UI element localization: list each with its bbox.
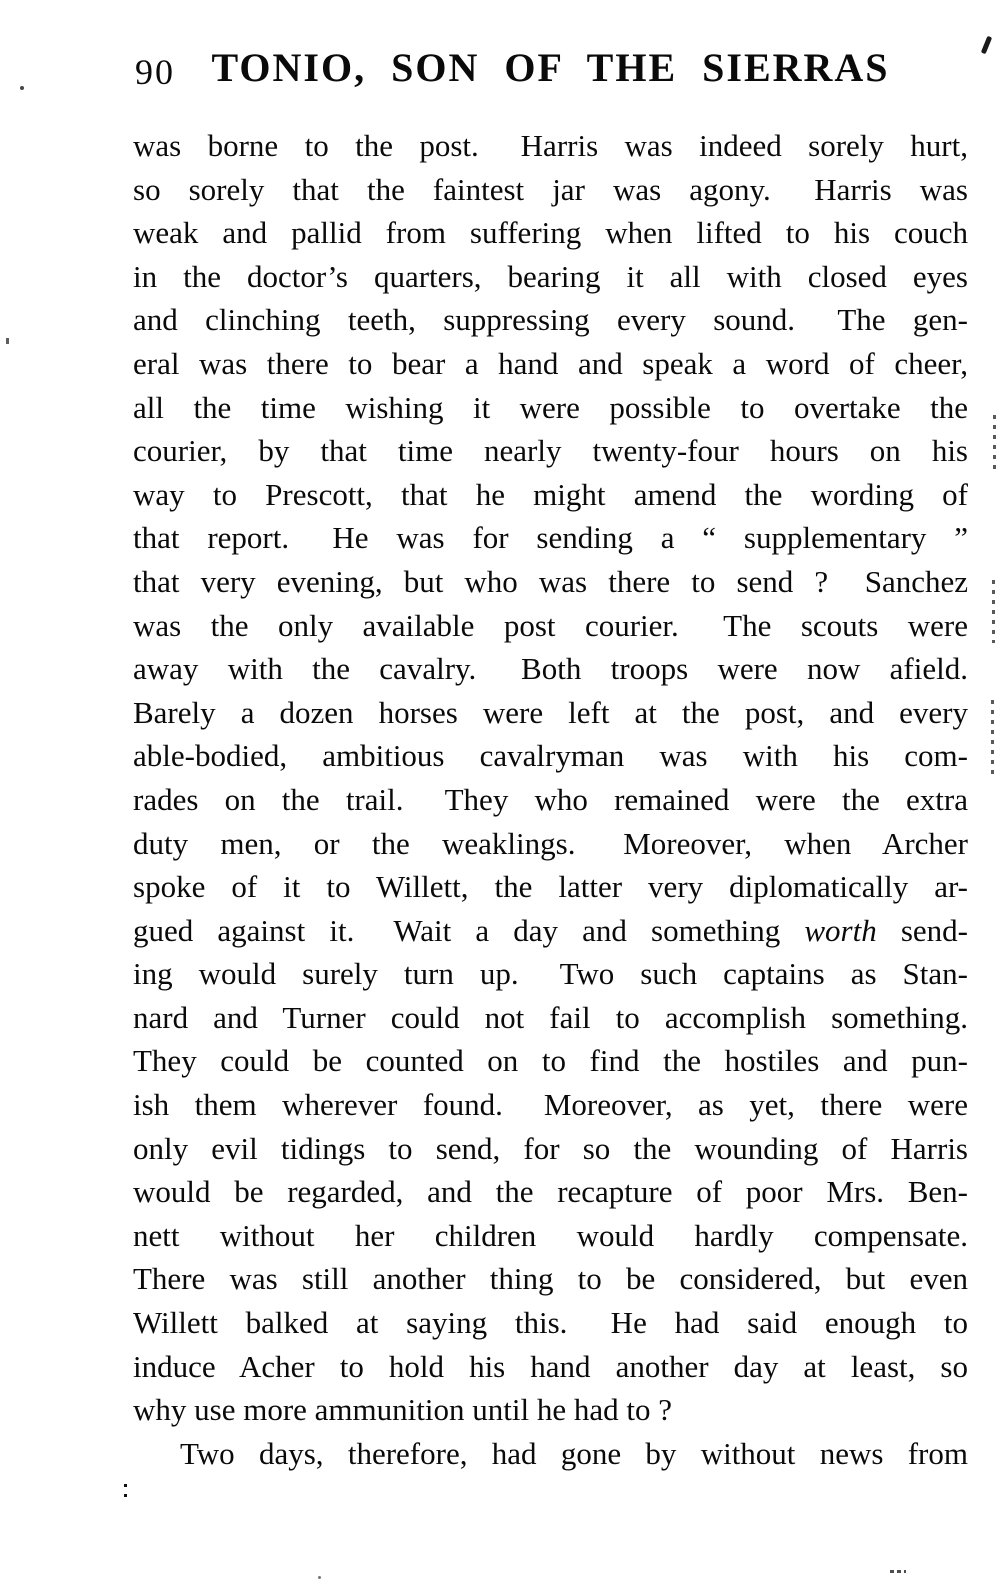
text-line: They could be counted on to find the hostiles and pun- [133, 1043, 968, 1079]
text-line-paragraph-end: why use more ammunition until he had to ? [133, 1392, 672, 1428]
scan-artifact-dot [20, 86, 24, 90]
text-line: in the doctor’s quarters, bearing it all with closed eyes [133, 258, 968, 294]
scan-artifact-edge-marks [991, 700, 994, 777]
page-number: 90 [135, 52, 175, 92]
text-segment: send- [876, 912, 968, 948]
text-line: all the time wishing it were possible to overtake the [133, 389, 968, 425]
text-line: so sorely that the faintest jar was agony. Harris was [133, 171, 968, 207]
text-line: and clinching teeth, suppressing every sound. The gen- [133, 302, 968, 338]
page-body [133, 124, 968, 1475]
text-line: able-bodied, ambitious cavalryman was with his com- [133, 738, 968, 774]
text-line: was borne to the post. Harris was indeed sorely hurt, [133, 128, 968, 163]
text-line: was the only available post courier. The scouts were [133, 607, 968, 643]
text-line: that report. He was for sending a “ supplementary ” [133, 520, 968, 556]
text-line: that very evening, but who was there to send ? Sanchez [133, 563, 968, 599]
text-line: induce Acher to hold his hand another day at least, so [133, 1348, 968, 1384]
text-line: nard and Turner could not fail to accomplish something. [133, 999, 968, 1035]
text-line: eral was there to bear a hand and speak a word of cheer, [133, 345, 968, 381]
page-header [133, 44, 968, 94]
text-line-paragraph-start: Two days, therefore, had gone by without news from [180, 1435, 968, 1471]
scan-artifact-dot [318, 1576, 321, 1579]
text-line: duty men, or the weaklings. Moreover, when Archer [133, 825, 968, 861]
text-line: rades on the trail. They who remained were the extra [133, 781, 968, 817]
running-title: TONIO, SON OF THE SIERRAS [211, 45, 890, 90]
italic-word: worth [804, 912, 877, 948]
text-line: only evil tidings to send, for so the wounding of Harris [133, 1130, 968, 1166]
text-line: courier, by that time nearly twenty-four hours on his [133, 433, 968, 469]
scan-artifact-edge-marks [992, 580, 995, 643]
scan-artifact-dashes [890, 1570, 906, 1573]
text-line: away with the cavalry. Both troops were now afield. [133, 651, 968, 687]
text-segment: gued against it. Wait a day and something [133, 912, 805, 948]
text-line: ish them wherever found. Moreover, as yet, there were [133, 1087, 968, 1123]
text-line: Barely a dozen horses were left at the post, and every [133, 694, 968, 730]
text-line: nett without her children would hardly compensate. [133, 1217, 968, 1253]
scan-artifact-dot [6, 338, 9, 344]
scan-artifact-colon [124, 1484, 127, 1497]
text-line: spoke of it to Willett, the latter very diplomatically ar- [133, 869, 968, 905]
scan-artifact-edge-marks [993, 415, 996, 473]
text-line: Willett balked at saying this. He had said enough to [133, 1305, 968, 1341]
text-line: would be regarded, and the recapture of poor Mrs. Ben- [133, 1174, 968, 1210]
text-line-with-italic [133, 909, 968, 953]
text-line: ing would surely turn up. Two such captains as Stan- [133, 956, 968, 992]
scan-artifact-tick [981, 36, 992, 55]
text-line: way to Prescott, that he might amend the wording of [133, 476, 968, 512]
text-line: weak and pallid from suffering when lifted to his couch [133, 215, 968, 251]
text-line: There was still another thing to be considered, but even [133, 1261, 968, 1297]
